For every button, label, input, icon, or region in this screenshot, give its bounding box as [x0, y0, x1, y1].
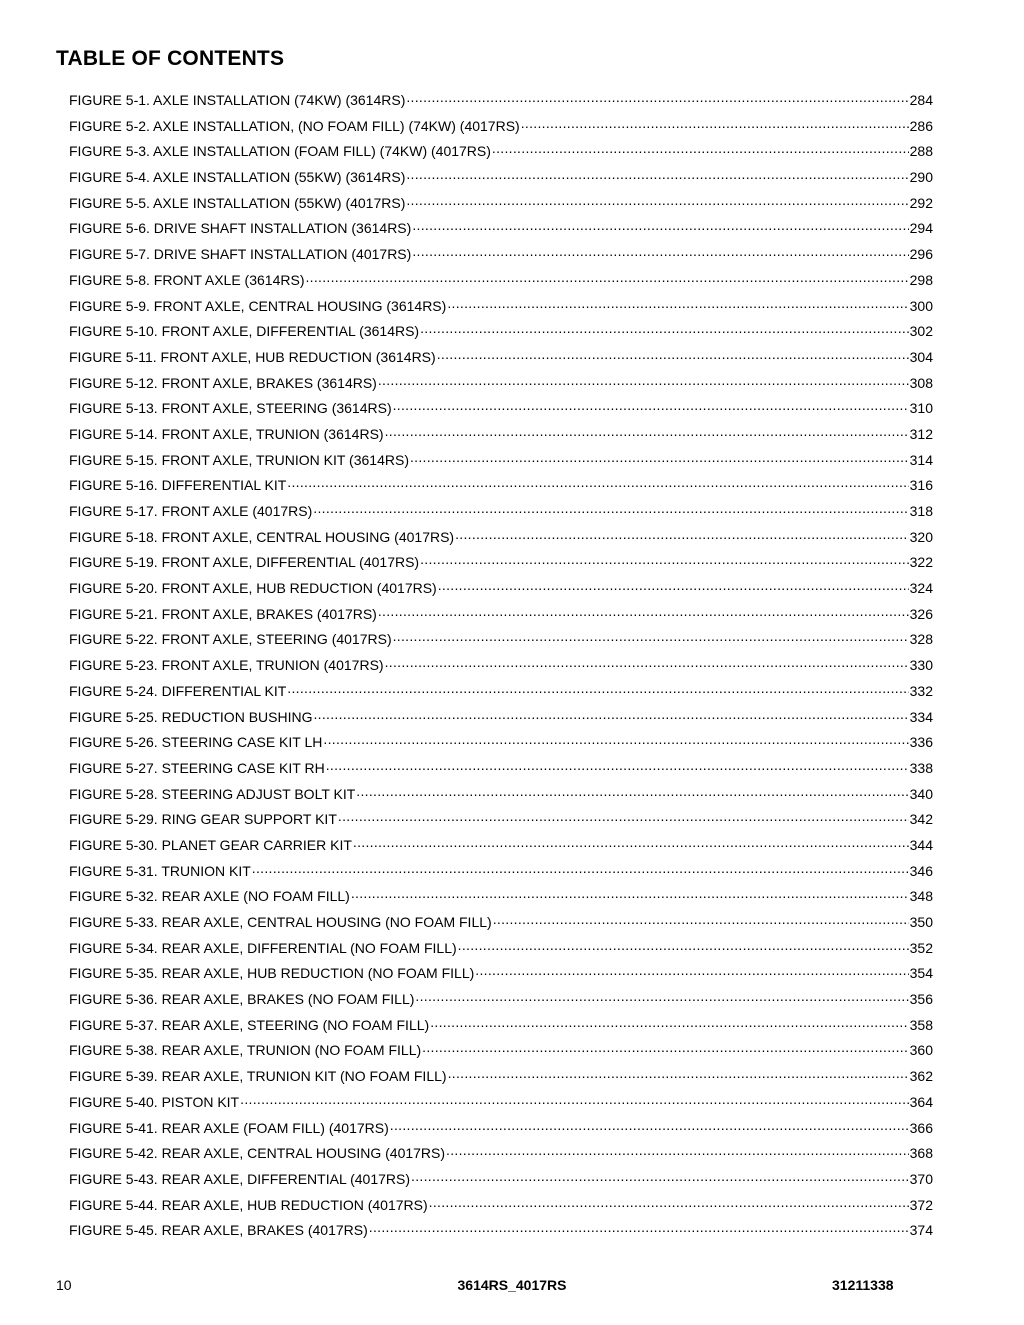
- footer-model: 3614RS_4017RS: [457, 1277, 567, 1293]
- toc-entry-page: 294: [909, 220, 933, 237]
- toc-entry[interactable]: [69, 268, 933, 294]
- dot-leader: [393, 630, 909, 644]
- toc-entry-label: FIGURE 5-30. PLANET GEAR CARRIER KIT: [69, 836, 352, 853]
- dot-leader: [406, 168, 908, 182]
- toc-entry-page: 358: [909, 1016, 933, 1033]
- toc-entry-page: 310: [909, 400, 933, 417]
- toc-entry-page: 312: [909, 425, 933, 442]
- dot-leader: [240, 1093, 909, 1107]
- dot-leader: [313, 708, 908, 722]
- toc-entry-page: 362: [909, 1068, 933, 1085]
- dot-leader: [492, 142, 909, 156]
- dot-leader: [430, 1016, 908, 1030]
- toc-entry-label: FIGURE 5-44. REAR AXLE, HUB REDUCTION (4017RS): [69, 1196, 428, 1213]
- toc-entry-label: FIGURE 5-20. FRONT AXLE, HUB REDUCTION (4017RS): [69, 580, 437, 597]
- toc-entry[interactable]: [69, 165, 933, 191]
- toc-entry-label: FIGURE 5-42. REAR AXLE, CENTRAL HOUSING (4017RS): [69, 1145, 446, 1162]
- toc-entry[interactable]: [69, 114, 933, 140]
- toc-entry-page: 334: [909, 708, 933, 725]
- toc-entry-page: 326: [909, 605, 933, 622]
- toc-entry-page: 324: [909, 580, 933, 597]
- toc-entry[interactable]: [69, 1064, 933, 1090]
- toc-entry-page: 372: [909, 1196, 933, 1213]
- toc-entry-label: FIGURE 5-15. FRONT AXLE, TRUNION KIT (3614RS): [69, 451, 409, 468]
- toc-entry-label: FIGURE 5-9. FRONT AXLE, CENTRAL HOUSING (3614RS): [69, 297, 447, 314]
- toc-entry-page: 370: [909, 1170, 933, 1187]
- toc-entry[interactable]: [69, 730, 933, 756]
- toc-entry-page: 284: [909, 92, 933, 108]
- toc-entry-page: 364: [909, 1093, 933, 1110]
- dot-leader: [393, 399, 909, 413]
- toc-entry-page: 314: [909, 451, 933, 468]
- page-title: TABLE OF CONTENTS: [56, 47, 285, 70]
- toc-entry-page: 374: [909, 1222, 933, 1239]
- dot-leader: [493, 913, 909, 927]
- dot-leader: [305, 271, 908, 285]
- toc-entry-label: FIGURE 5-8. FRONT AXLE (3614RS): [69, 271, 305, 288]
- toc-entry-label: FIGURE 5-23. FRONT AXLE, TRUNION (4017RS): [69, 657, 384, 674]
- toc-entry-page: 320: [909, 528, 933, 545]
- dot-leader: [429, 1196, 909, 1210]
- toc-entry-label: FIGURE 5-24. DIFFERENTIAL KIT: [69, 682, 287, 699]
- toc-entry-page: 356: [909, 991, 933, 1008]
- toc-entry[interactable]: [69, 242, 933, 268]
- toc-entry-page: 338: [909, 759, 933, 776]
- toc-entry-label: FIGURE 5-28. STEERING ADJUST BOLT KIT: [69, 785, 356, 802]
- toc-entry-page: 318: [909, 503, 933, 519]
- toc-entry-label: FIGURE 5-21. FRONT AXLE, BRAKES (4017RS): [69, 605, 377, 622]
- toc-entry-page: 298: [909, 271, 933, 288]
- toc-entry-page: 328: [909, 631, 933, 648]
- dot-leader: [356, 785, 908, 799]
- toc-entry[interactable]: [69, 576, 933, 602]
- toc-entry-label: FIGURE 5-39. REAR AXLE, TRUNION KIT (NO FOAM FILL): [69, 1068, 447, 1085]
- dot-leader: [385, 425, 909, 439]
- dot-leader: [410, 451, 909, 465]
- dot-leader: [446, 1144, 909, 1158]
- toc-entry-label: FIGURE 5-29. RING GEAR SUPPORT KIT: [69, 811, 337, 828]
- toc-entry-page: 286: [909, 117, 933, 134]
- toc-entry-page: 302: [909, 323, 933, 340]
- toc-entry[interactable]: [69, 1193, 933, 1219]
- toc-entry-label: FIGURE 5-37. REAR AXLE, STEERING (NO FOAM FILL): [69, 1016, 430, 1033]
- toc-entry-label: FIGURE 5-17. FRONT AXLE (4017RS): [69, 503, 313, 519]
- dot-leader: [412, 219, 908, 233]
- dot-leader: [378, 374, 909, 388]
- toc-entry-label: FIGURE 5-22. FRONT AXLE, STEERING (4017RS): [69, 631, 392, 648]
- toc-entry-label: FIGURE 5-4. AXLE INSTALLATION (55KW) (3614RS): [69, 169, 406, 186]
- dot-leader: [447, 297, 908, 311]
- dot-leader: [420, 553, 909, 567]
- toc-entry-page: 304: [909, 348, 933, 365]
- toc-entry[interactable]: [69, 1141, 933, 1167]
- toc-entry[interactable]: [69, 422, 933, 448]
- toc-entry[interactable]: [69, 756, 933, 782]
- toc-entry[interactable]: [69, 833, 933, 859]
- toc-entry[interactable]: [69, 1038, 933, 1064]
- dot-leader: [475, 964, 908, 978]
- toc-entry-page: 348: [909, 888, 933, 905]
- toc-entry-label: FIGURE 5-33. REAR AXLE, CENTRAL HOUSING (NO FOAM FILL): [69, 914, 492, 930]
- dot-leader: [287, 682, 908, 696]
- toc-entry-label: FIGURE 5-36. REAR AXLE, BRAKES (NO FOAM FILL): [69, 991, 415, 1008]
- toc-entry[interactable]: [69, 1167, 933, 1193]
- dot-leader: [338, 810, 909, 824]
- toc-entry[interactable]: [69, 679, 933, 705]
- toc-entry[interactable]: [69, 448, 933, 474]
- toc-entry-label: FIGURE 5-3. AXLE INSTALLATION (FOAM FILL) (74KW) (4017RS): [69, 143, 491, 160]
- toc-entry-page: 346: [909, 862, 933, 879]
- toc-entry-label: FIGURE 5-10. FRONT AXLE, DIFFERENTIAL (3614RS): [69, 323, 420, 340]
- toc-entry-label: FIGURE 5-19. FRONT AXLE, DIFFERENTIAL (4017RS): [69, 554, 420, 571]
- toc-entry[interactable]: [69, 294, 933, 320]
- toc-entry-page: 300: [909, 297, 933, 314]
- dot-leader: [438, 579, 909, 593]
- toc-entry-label: FIGURE 5-12. FRONT AXLE, BRAKES (3614RS): [69, 374, 377, 391]
- toc-entry-page: 360: [909, 1042, 933, 1059]
- toc-entry[interactable]: [69, 525, 933, 551]
- toc-entry-label: FIGURE 5-26. STEERING CASE KIT LH: [69, 734, 323, 751]
- dot-leader: [326, 759, 909, 773]
- dot-leader: [415, 990, 908, 1004]
- dot-leader: [455, 528, 909, 542]
- toc-entry[interactable]: [69, 319, 933, 345]
- toc-entry-page: 296: [909, 246, 933, 263]
- toc-entry[interactable]: [69, 910, 933, 936]
- toc-entry-label: FIGURE 5-13. FRONT AXLE, STEERING (3614RS): [69, 400, 392, 417]
- dot-leader: [448, 1067, 909, 1081]
- toc-entry[interactable]: [69, 807, 933, 833]
- footer-document-number: 31211338: [832, 1277, 894, 1293]
- dot-leader: [351, 887, 909, 901]
- toc-entry-label: FIGURE 5-41. REAR AXLE (FOAM FILL) (4017RS): [69, 1119, 389, 1136]
- toc-entry[interactable]: [69, 88, 933, 114]
- toc-entry-label: FIGURE 5-43. REAR AXLE, DIFFERENTIAL (4017RS): [69, 1170, 411, 1187]
- toc-entry-label: FIGURE 5-6. DRIVE SHAFT INSTALLATION (3614RS): [69, 220, 412, 237]
- dot-leader: [353, 836, 909, 850]
- toc-entry-label: FIGURE 5-35. REAR AXLE, HUB REDUCTION (NO FOAM FILL): [69, 965, 475, 982]
- toc-entry-label: FIGURE 5-7. DRIVE SHAFT INSTALLATION (4017RS): [69, 246, 412, 263]
- dot-leader: [458, 939, 909, 953]
- toc-entry-page: 352: [909, 939, 933, 956]
- toc-entry-label: FIGURE 5-16. DIFFERENTIAL KIT: [69, 477, 287, 494]
- toc-entry[interactable]: [69, 1090, 933, 1116]
- toc-entry-page: 368: [909, 1145, 933, 1162]
- toc-entry-label: FIGURE 5-1. AXLE INSTALLATION (74KW) (3614RS): [69, 92, 406, 108]
- toc-entry-label: FIGURE 5-38. REAR AXLE, TRUNION (NO FOAM FILL): [69, 1042, 422, 1059]
- dot-leader: [406, 194, 908, 208]
- toc-entry[interactable]: [69, 1218, 933, 1244]
- dot-leader: [422, 1041, 909, 1055]
- toc-entry[interactable]: [69, 961, 933, 987]
- toc-list: [69, 88, 933, 1244]
- dot-leader: [378, 605, 909, 619]
- toc-entry-label: FIGURE 5-14. FRONT AXLE, TRUNION (3614RS): [69, 425, 384, 442]
- toc-entry-label: FIGURE 5-5. AXLE INSTALLATION (55KW) (4017RS): [69, 194, 406, 211]
- toc-entry[interactable]: [69, 473, 933, 499]
- dot-leader: [406, 91, 908, 105]
- toc-entry[interactable]: [69, 345, 933, 371]
- toc-entry[interactable]: [69, 653, 933, 679]
- toc-entry-label: FIGURE 5-18. FRONT AXLE, CENTRAL HOUSING (4017RS): [69, 528, 455, 545]
- toc-entry[interactable]: [69, 987, 933, 1013]
- toc-entry-page: 366: [909, 1119, 933, 1136]
- toc-entry[interactable]: [69, 1013, 933, 1039]
- toc-entry-page: 330: [909, 657, 933, 674]
- toc-entry-page: 292: [909, 194, 933, 211]
- toc-entry-label: FIGURE 5-32. REAR AXLE (NO FOAM FILL): [69, 888, 350, 905]
- toc-entry[interactable]: [69, 371, 933, 397]
- toc-entry[interactable]: [69, 782, 933, 808]
- dot-leader: [369, 1221, 909, 1235]
- toc-entry-label: FIGURE 5-25. REDUCTION BUSHING: [69, 708, 313, 725]
- dot-leader: [420, 322, 909, 336]
- toc-entry-page: 340: [909, 785, 933, 802]
- toc-entry-page: 354: [909, 965, 933, 982]
- dot-leader: [437, 348, 909, 362]
- toc-entry[interactable]: [69, 602, 933, 628]
- toc-entry[interactable]: [69, 936, 933, 962]
- toc-entry-page: 290: [909, 169, 933, 186]
- toc-entry-label: FIGURE 5-40. PISTON KIT: [69, 1093, 240, 1110]
- toc-entry-page: 316: [909, 477, 933, 494]
- dot-leader: [411, 1170, 909, 1184]
- toc-entry[interactable]: [69, 396, 933, 422]
- toc-entry-label: FIGURE 5-11. FRONT AXLE, HUB REDUCTION (3614RS): [69, 348, 436, 365]
- toc-entry-page: 332: [909, 682, 933, 699]
- toc-entry[interactable]: [69, 499, 933, 525]
- toc-entry[interactable]: [69, 1116, 933, 1142]
- toc-entry-page: 344: [909, 836, 933, 853]
- toc-entry-page: 322: [909, 554, 933, 571]
- toc-entry[interactable]: [69, 191, 933, 217]
- dot-leader: [313, 502, 908, 516]
- dot-leader: [412, 245, 908, 259]
- toc-entry-label: FIGURE 5-2. AXLE INSTALLATION, (NO FOAM FILL) (74KW) (4017RS): [69, 117, 520, 134]
- dot-leader: [390, 1119, 909, 1133]
- toc-entry[interactable]: [69, 139, 933, 165]
- dot-leader: [521, 117, 909, 131]
- toc-entry-label: FIGURE 5-31. TRUNION KIT: [69, 862, 251, 879]
- dot-leader: [287, 476, 908, 490]
- toc-entry-page: 288: [909, 143, 933, 160]
- toc-entry-label: FIGURE 5-27. STEERING CASE KIT RH: [69, 759, 325, 776]
- toc-entry[interactable]: [69, 627, 933, 653]
- toc-entry[interactable]: [69, 859, 933, 885]
- toc-entry[interactable]: [69, 884, 933, 910]
- toc-entry[interactable]: [69, 550, 933, 576]
- toc-entry-page: 342: [909, 811, 933, 828]
- toc-entry-page: 350: [909, 914, 933, 930]
- toc-entry[interactable]: [69, 705, 933, 731]
- toc-entry-page: 308: [909, 374, 933, 391]
- toc-entry-page: 336: [909, 734, 933, 751]
- toc-entry-label: FIGURE 5-34. REAR AXLE, DIFFERENTIAL (NO FOAM FILL): [69, 939, 457, 956]
- toc-entry[interactable]: [69, 216, 933, 242]
- toc-entry-label: FIGURE 5-45. REAR AXLE, BRAKES (4017RS): [69, 1222, 368, 1239]
- dot-leader: [323, 733, 908, 747]
- dot-leader: [252, 862, 909, 876]
- dot-leader: [385, 656, 909, 670]
- footer-page-number: 10: [56, 1277, 72, 1293]
